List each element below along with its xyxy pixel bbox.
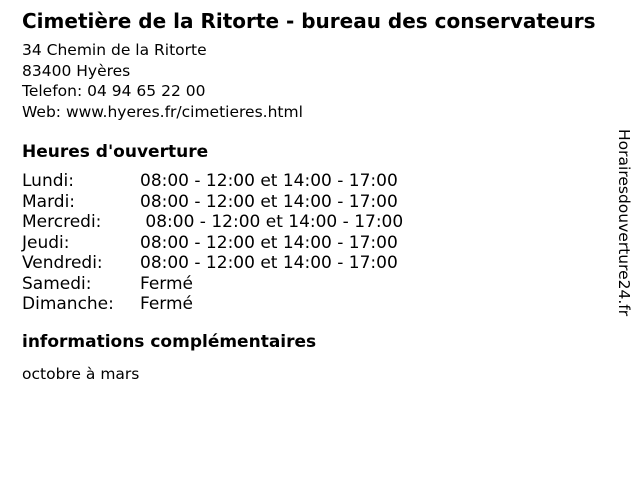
opening-hours-table xyxy=(22,171,403,315)
address-web: Web: www.hyeres.fr/cimetieres.html xyxy=(22,102,303,121)
address-phone: Telefon: 04 94 65 22 00 xyxy=(22,82,206,101)
hours-row-tuesday xyxy=(22,192,403,213)
hours-row-thursday xyxy=(22,233,403,254)
day-hours: Fermé xyxy=(140,273,194,294)
day-label: Vendredi: xyxy=(22,253,103,273)
hours-row-sunday xyxy=(22,294,403,315)
page-title: Cimetière de la Ritorte - bureau des conservateurs xyxy=(22,9,596,33)
hours-row-wednesday xyxy=(22,212,403,233)
day-hours: 08:00 - 12:00 et 14:00 - 17:00 xyxy=(140,212,404,232)
address-street: 34 Chemin de la Ritorte xyxy=(22,41,207,59)
opening-hours-heading: Heures d'ouverture xyxy=(22,142,209,162)
day-label: Mardi: xyxy=(22,191,76,212)
day-hours: 08:00 - 12:00 et 14:00 - 17:00 xyxy=(140,171,398,191)
hours-row-monday xyxy=(22,171,403,192)
address-block xyxy=(22,40,303,122)
day-label: Mercredi: xyxy=(22,212,102,232)
day-hours: 08:00 - 12:00 et 14:00 - 17:00 xyxy=(140,253,398,273)
hours-row-saturday xyxy=(22,274,403,295)
additional-info-text: octobre à mars xyxy=(22,365,140,383)
day-label: Dimanche: xyxy=(22,294,114,314)
day-label: Lundi: xyxy=(22,171,74,191)
hours-row-friday xyxy=(22,253,403,274)
day-hours: Fermé xyxy=(140,294,194,314)
additional-info-heading: informations complémentaires xyxy=(22,332,317,352)
watermark-site-name: Horairesdouverture24.fr xyxy=(615,129,633,317)
day-label: Jeudi: xyxy=(22,232,70,253)
day-hours: 08:00 - 12:00 et 14:00 - 17:00 xyxy=(140,232,398,253)
address-city: 83400 Hyères xyxy=(22,61,131,80)
day-hours: 08:00 - 12:00 et 14:00 - 17:00 xyxy=(140,191,398,212)
day-label: Samedi: xyxy=(22,273,92,294)
